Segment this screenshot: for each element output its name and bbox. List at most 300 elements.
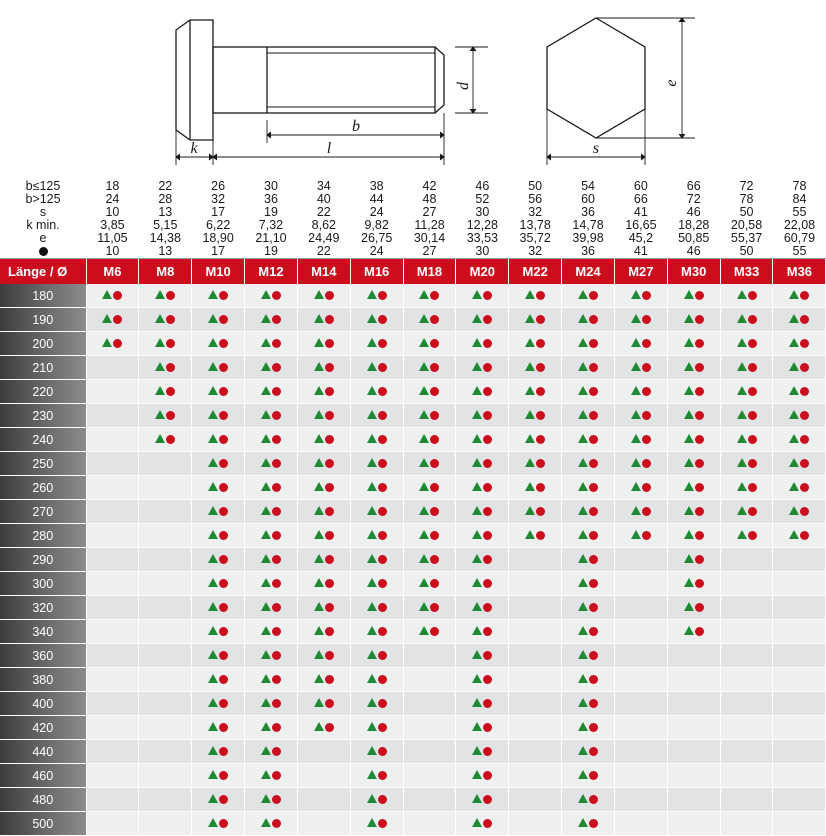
availability-cell[interactable] (614, 764, 667, 788)
availability-cell[interactable] (720, 596, 773, 620)
header-size-m14[interactable]: M14 (297, 259, 350, 284)
availability-cell[interactable] (350, 668, 403, 692)
availability-cell[interactable] (456, 524, 509, 548)
availability-cell[interactable] (720, 404, 773, 428)
availability-cell[interactable] (720, 788, 773, 812)
header-size-m30[interactable]: M30 (667, 259, 720, 284)
availability-cell[interactable] (773, 572, 826, 596)
availability-cell[interactable] (192, 572, 245, 596)
availability-cell[interactable] (245, 788, 298, 812)
availability-cell[interactable] (456, 788, 509, 812)
availability-cell[interactable] (509, 524, 562, 548)
availability-cell[interactable] (720, 668, 773, 692)
availability-cell[interactable] (614, 692, 667, 716)
availability-cell[interactable] (773, 812, 826, 836)
availability-cell[interactable] (562, 476, 615, 500)
availability-cell[interactable] (720, 356, 773, 380)
availability-cell[interactable] (403, 524, 456, 548)
availability-cell[interactable] (509, 572, 562, 596)
availability-cell[interactable] (509, 644, 562, 668)
availability-cell[interactable] (192, 548, 245, 572)
availability-cell[interactable] (562, 668, 615, 692)
availability-cell[interactable] (350, 404, 403, 428)
availability-cell[interactable] (720, 692, 773, 716)
header-size-m16[interactable]: M16 (350, 259, 403, 284)
availability-cell[interactable] (403, 308, 456, 332)
availability-cell[interactable] (456, 548, 509, 572)
availability-cell[interactable] (667, 764, 720, 788)
availability-cell[interactable] (403, 356, 456, 380)
availability-cell[interactable] (614, 620, 667, 644)
availability-cell[interactable] (245, 812, 298, 836)
availability-cell[interactable] (139, 740, 192, 764)
availability-cell[interactable] (297, 524, 350, 548)
availability-cell[interactable] (509, 740, 562, 764)
availability-cell[interactable] (350, 284, 403, 308)
availability-cell[interactable] (456, 356, 509, 380)
availability-cell[interactable] (773, 452, 826, 476)
availability-cell[interactable] (350, 308, 403, 332)
availability-cell[interactable] (86, 740, 139, 764)
availability-cell[interactable] (562, 284, 615, 308)
availability-cell[interactable] (86, 692, 139, 716)
availability-cell[interactable] (456, 668, 509, 692)
header-size-m8[interactable]: M8 (139, 259, 192, 284)
availability-cell[interactable] (297, 356, 350, 380)
header-size-m33[interactable]: M33 (720, 259, 773, 284)
availability-cell[interactable] (667, 452, 720, 476)
availability-cell[interactable] (509, 308, 562, 332)
availability-cell[interactable] (614, 788, 667, 812)
availability-cell[interactable] (350, 716, 403, 740)
availability-cell[interactable] (139, 428, 192, 452)
availability-cell[interactable] (245, 452, 298, 476)
header-size-m6[interactable]: M6 (86, 259, 139, 284)
availability-cell[interactable] (350, 548, 403, 572)
availability-cell[interactable] (509, 716, 562, 740)
availability-cell[interactable] (192, 332, 245, 356)
availability-cell[interactable] (350, 644, 403, 668)
availability-cell[interactable] (86, 764, 139, 788)
availability-cell[interactable] (245, 380, 298, 404)
availability-cell[interactable] (667, 332, 720, 356)
availability-cell[interactable] (86, 788, 139, 812)
availability-cell[interactable] (245, 332, 298, 356)
availability-cell[interactable] (614, 500, 667, 524)
availability-cell[interactable] (403, 644, 456, 668)
availability-cell[interactable] (86, 356, 139, 380)
availability-cell[interactable] (562, 428, 615, 452)
availability-cell[interactable] (297, 332, 350, 356)
availability-cell[interactable] (562, 644, 615, 668)
availability-cell[interactable] (720, 524, 773, 548)
header-size-m12[interactable]: M12 (245, 259, 298, 284)
availability-cell[interactable] (509, 764, 562, 788)
availability-cell[interactable] (403, 572, 456, 596)
availability-cell[interactable] (667, 788, 720, 812)
availability-cell[interactable] (139, 812, 192, 836)
availability-cell[interactable] (245, 764, 298, 788)
availability-cell[interactable] (456, 692, 509, 716)
availability-cell[interactable] (297, 308, 350, 332)
availability-cell[interactable] (773, 620, 826, 644)
availability-cell[interactable] (86, 812, 139, 836)
availability-cell[interactable] (456, 740, 509, 764)
availability-cell[interactable] (720, 500, 773, 524)
availability-cell[interactable] (86, 572, 139, 596)
availability-cell[interactable] (562, 308, 615, 332)
availability-cell[interactable] (773, 788, 826, 812)
availability-cell[interactable] (86, 308, 139, 332)
availability-cell[interactable] (86, 644, 139, 668)
availability-cell[interactable] (667, 620, 720, 644)
availability-cell[interactable] (509, 476, 562, 500)
availability-cell[interactable] (192, 428, 245, 452)
availability-cell[interactable] (667, 356, 720, 380)
availability-cell[interactable] (667, 812, 720, 836)
availability-cell[interactable] (456, 644, 509, 668)
availability-cell[interactable] (139, 716, 192, 740)
availability-cell[interactable] (86, 500, 139, 524)
availability-cell[interactable] (350, 452, 403, 476)
availability-cell[interactable] (667, 428, 720, 452)
availability-cell[interactable] (245, 596, 298, 620)
availability-cell[interactable] (562, 596, 615, 620)
availability-cell[interactable] (86, 380, 139, 404)
availability-cell[interactable] (720, 428, 773, 452)
availability-cell[interactable] (667, 572, 720, 596)
availability-cell[interactable] (773, 428, 826, 452)
availability-cell[interactable] (667, 308, 720, 332)
availability-cell[interactable] (773, 668, 826, 692)
availability-cell[interactable] (562, 620, 615, 644)
availability-cell[interactable] (456, 404, 509, 428)
availability-cell[interactable] (456, 428, 509, 452)
availability-cell[interactable] (456, 332, 509, 356)
availability-cell[interactable] (86, 404, 139, 428)
availability-cell[interactable] (667, 524, 720, 548)
availability-cell[interactable] (562, 692, 615, 716)
availability-cell[interactable] (245, 620, 298, 644)
availability-cell[interactable] (773, 716, 826, 740)
availability-cell[interactable] (509, 356, 562, 380)
availability-cell[interactable] (614, 284, 667, 308)
availability-cell[interactable] (245, 500, 298, 524)
availability-cell[interactable] (86, 332, 139, 356)
availability-cell[interactable] (773, 740, 826, 764)
availability-cell[interactable] (192, 308, 245, 332)
availability-cell[interactable] (139, 548, 192, 572)
availability-cell[interactable] (139, 500, 192, 524)
availability-cell[interactable] (720, 644, 773, 668)
availability-cell[interactable] (509, 788, 562, 812)
availability-cell[interactable] (192, 452, 245, 476)
availability-cell[interactable] (350, 332, 403, 356)
availability-cell[interactable] (720, 812, 773, 836)
availability-cell[interactable] (192, 644, 245, 668)
availability-cell[interactable] (403, 380, 456, 404)
availability-cell[interactable] (297, 404, 350, 428)
availability-cell[interactable] (773, 308, 826, 332)
availability-cell[interactable] (509, 452, 562, 476)
availability-cell[interactable] (245, 644, 298, 668)
availability-cell[interactable] (297, 452, 350, 476)
availability-cell[interactable] (245, 740, 298, 764)
availability-cell[interactable] (139, 380, 192, 404)
availability-cell[interactable] (297, 668, 350, 692)
availability-cell[interactable] (562, 332, 615, 356)
availability-cell[interactable] (245, 692, 298, 716)
availability-cell[interactable] (456, 572, 509, 596)
availability-cell[interactable] (86, 596, 139, 620)
availability-cell[interactable] (245, 428, 298, 452)
availability-cell[interactable] (297, 692, 350, 716)
availability-cell[interactable] (350, 500, 403, 524)
availability-cell[interactable] (139, 692, 192, 716)
header-size-m22[interactable]: M22 (509, 259, 562, 284)
availability-cell[interactable] (86, 548, 139, 572)
availability-cell[interactable] (509, 548, 562, 572)
availability-cell[interactable] (297, 284, 350, 308)
availability-cell[interactable] (614, 596, 667, 620)
availability-cell[interactable] (562, 356, 615, 380)
availability-cell[interactable] (139, 668, 192, 692)
availability-cell[interactable] (509, 428, 562, 452)
availability-cell[interactable] (403, 668, 456, 692)
availability-cell[interactable] (297, 548, 350, 572)
availability-cell[interactable] (403, 284, 456, 308)
availability-cell[interactable] (773, 764, 826, 788)
availability-cell[interactable] (192, 764, 245, 788)
availability-cell[interactable] (245, 476, 298, 500)
availability-cell[interactable] (773, 476, 826, 500)
availability-cell[interactable] (403, 596, 456, 620)
availability-cell[interactable] (720, 740, 773, 764)
availability-cell[interactable] (509, 812, 562, 836)
availability-cell[interactable] (667, 692, 720, 716)
availability-cell[interactable] (773, 692, 826, 716)
availability-cell[interactable] (139, 356, 192, 380)
availability-cell[interactable] (245, 668, 298, 692)
availability-cell[interactable] (614, 332, 667, 356)
availability-cell[interactable] (192, 284, 245, 308)
availability-cell[interactable] (192, 668, 245, 692)
availability-cell[interactable] (720, 284, 773, 308)
availability-cell[interactable] (139, 476, 192, 500)
availability-cell[interactable] (456, 620, 509, 644)
availability-cell[interactable] (350, 356, 403, 380)
availability-cell[interactable] (350, 524, 403, 548)
availability-cell[interactable] (139, 644, 192, 668)
availability-cell[interactable] (562, 500, 615, 524)
availability-cell[interactable] (245, 572, 298, 596)
availability-cell[interactable] (86, 284, 139, 308)
availability-cell[interactable] (245, 308, 298, 332)
availability-cell[interactable] (403, 788, 456, 812)
availability-cell[interactable] (667, 740, 720, 764)
availability-cell[interactable] (667, 644, 720, 668)
availability-cell[interactable] (403, 500, 456, 524)
availability-cell[interactable] (192, 596, 245, 620)
availability-cell[interactable] (720, 332, 773, 356)
header-size-m18[interactable]: M18 (403, 259, 456, 284)
availability-cell[interactable] (614, 716, 667, 740)
availability-cell[interactable] (139, 308, 192, 332)
availability-cell[interactable] (86, 524, 139, 548)
availability-cell[interactable] (562, 740, 615, 764)
availability-cell[interactable] (614, 812, 667, 836)
availability-cell[interactable] (562, 452, 615, 476)
availability-cell[interactable] (509, 284, 562, 308)
availability-cell[interactable] (403, 548, 456, 572)
availability-cell[interactable] (350, 812, 403, 836)
availability-cell[interactable] (720, 572, 773, 596)
availability-cell[interactable] (297, 428, 350, 452)
availability-cell[interactable] (614, 644, 667, 668)
availability-cell[interactable] (403, 764, 456, 788)
availability-cell[interactable] (509, 332, 562, 356)
availability-cell[interactable] (297, 572, 350, 596)
availability-cell[interactable] (667, 596, 720, 620)
availability-cell[interactable] (403, 332, 456, 356)
availability-cell[interactable] (773, 548, 826, 572)
availability-cell[interactable] (456, 764, 509, 788)
availability-cell[interactable] (773, 596, 826, 620)
availability-cell[interactable] (720, 308, 773, 332)
availability-cell[interactable] (667, 476, 720, 500)
availability-cell[interactable] (614, 308, 667, 332)
availability-cell[interactable] (562, 812, 615, 836)
availability-cell[interactable] (614, 404, 667, 428)
availability-cell[interactable] (614, 356, 667, 380)
availability-cell[interactable] (139, 788, 192, 812)
header-size-m27[interactable]: M27 (614, 259, 667, 284)
availability-cell[interactable] (297, 620, 350, 644)
availability-cell[interactable] (403, 716, 456, 740)
availability-cell[interactable] (403, 404, 456, 428)
availability-cell[interactable] (350, 428, 403, 452)
availability-cell[interactable] (667, 380, 720, 404)
availability-cell[interactable] (350, 740, 403, 764)
availability-cell[interactable] (350, 620, 403, 644)
availability-cell[interactable] (139, 620, 192, 644)
availability-cell[interactable] (192, 404, 245, 428)
availability-cell[interactable] (297, 812, 350, 836)
availability-cell[interactable] (192, 500, 245, 524)
availability-cell[interactable] (297, 596, 350, 620)
availability-cell[interactable] (509, 404, 562, 428)
availability-cell[interactable] (614, 476, 667, 500)
availability-cell[interactable] (192, 692, 245, 716)
header-size-m20[interactable]: M20 (456, 259, 509, 284)
availability-cell[interactable] (456, 596, 509, 620)
header-size-m10[interactable]: M10 (192, 259, 245, 284)
availability-cell[interactable] (667, 548, 720, 572)
availability-cell[interactable] (456, 284, 509, 308)
availability-cell[interactable] (139, 452, 192, 476)
availability-cell[interactable] (614, 452, 667, 476)
availability-cell[interactable] (667, 500, 720, 524)
availability-cell[interactable] (192, 380, 245, 404)
availability-cell[interactable] (297, 476, 350, 500)
availability-cell[interactable] (614, 524, 667, 548)
header-size-m36[interactable]: M36 (773, 259, 826, 284)
availability-cell[interactable] (245, 404, 298, 428)
availability-cell[interactable] (773, 356, 826, 380)
availability-cell[interactable] (403, 812, 456, 836)
availability-cell[interactable] (297, 788, 350, 812)
availability-cell[interactable] (297, 500, 350, 524)
availability-cell[interactable] (245, 524, 298, 548)
availability-cell[interactable] (297, 740, 350, 764)
availability-cell[interactable] (297, 380, 350, 404)
availability-cell[interactable] (562, 404, 615, 428)
availability-cell[interactable] (509, 668, 562, 692)
availability-cell[interactable] (720, 620, 773, 644)
availability-cell[interactable] (350, 764, 403, 788)
availability-cell[interactable] (720, 476, 773, 500)
availability-cell[interactable] (456, 308, 509, 332)
availability-cell[interactable] (562, 572, 615, 596)
availability-cell[interactable] (139, 404, 192, 428)
availability-cell[interactable] (403, 692, 456, 716)
availability-cell[interactable] (509, 620, 562, 644)
availability-cell[interactable] (139, 524, 192, 548)
availability-cell[interactable] (139, 572, 192, 596)
availability-cell[interactable] (773, 332, 826, 356)
availability-cell[interactable] (297, 716, 350, 740)
availability-cell[interactable] (350, 596, 403, 620)
availability-cell[interactable] (350, 692, 403, 716)
availability-cell[interactable] (509, 500, 562, 524)
availability-cell[interactable] (562, 380, 615, 404)
availability-cell[interactable] (614, 548, 667, 572)
availability-cell[interactable] (667, 404, 720, 428)
availability-cell[interactable] (192, 740, 245, 764)
availability-cell[interactable] (509, 596, 562, 620)
availability-cell[interactable] (139, 764, 192, 788)
availability-cell[interactable] (456, 380, 509, 404)
availability-cell[interactable] (350, 788, 403, 812)
availability-cell[interactable] (245, 356, 298, 380)
availability-cell[interactable] (720, 716, 773, 740)
availability-cell[interactable] (773, 380, 826, 404)
availability-cell[interactable] (350, 572, 403, 596)
availability-cell[interactable] (245, 716, 298, 740)
availability-cell[interactable] (86, 476, 139, 500)
availability-cell[interactable] (614, 380, 667, 404)
availability-cell[interactable] (297, 644, 350, 668)
availability-cell[interactable] (86, 668, 139, 692)
availability-cell[interactable] (614, 428, 667, 452)
availability-cell[interactable] (403, 620, 456, 644)
availability-cell[interactable] (667, 668, 720, 692)
availability-cell[interactable] (773, 404, 826, 428)
header-size-m24[interactable]: M24 (562, 259, 615, 284)
availability-cell[interactable] (720, 452, 773, 476)
availability-cell[interactable] (667, 284, 720, 308)
availability-cell[interactable] (86, 716, 139, 740)
availability-cell[interactable] (86, 428, 139, 452)
availability-cell[interactable] (562, 716, 615, 740)
availability-cell[interactable] (192, 716, 245, 740)
availability-cell[interactable] (720, 380, 773, 404)
availability-cell[interactable] (139, 596, 192, 620)
availability-cell[interactable] (773, 644, 826, 668)
availability-cell[interactable] (192, 356, 245, 380)
availability-cell[interactable] (562, 788, 615, 812)
availability-cell[interactable] (192, 812, 245, 836)
